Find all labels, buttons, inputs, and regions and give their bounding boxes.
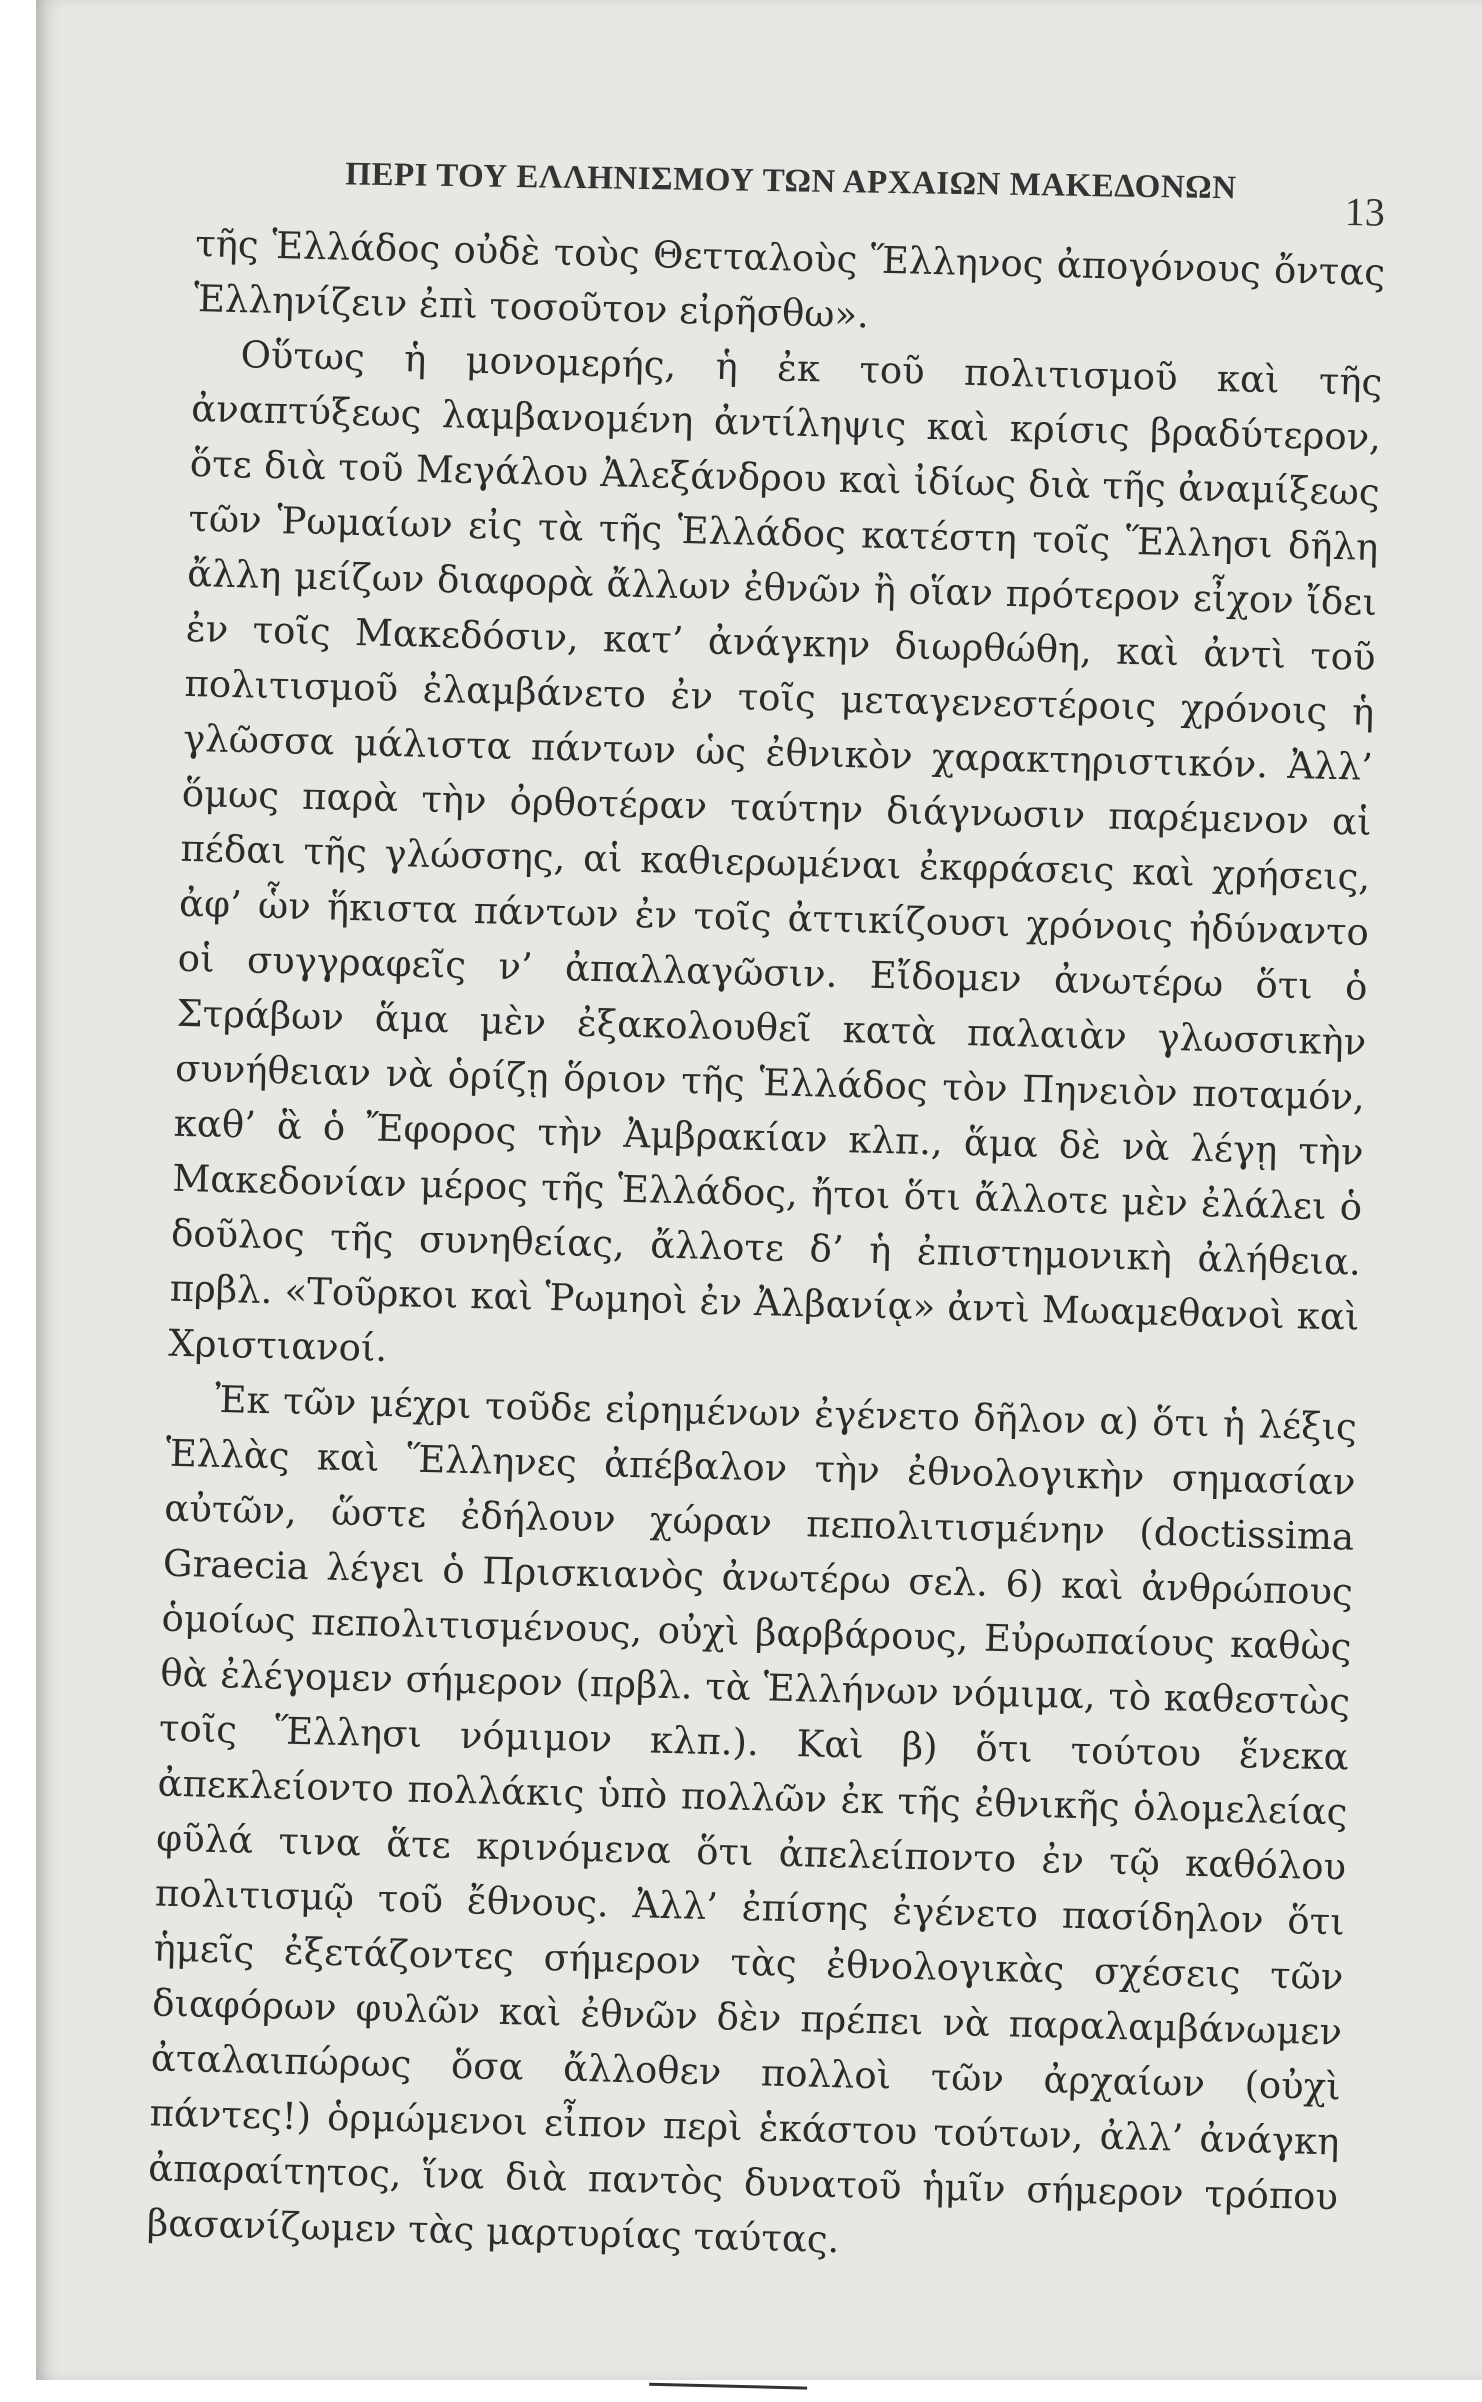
paragraph-3: Ἐκ τῶν μέχρι τοῦδε εἰρημένων ἐγένετο δῆλον α) ὅτι ἡ λέξις Ἑλλὰς καὶ Ἕλληνες ἀπέβαλον τὴν ἐθνολογικὴν σημασίαν αὐτῶν, ὥστε ἐδήλουν χώραν πεπολιτισμένην (doctissima Graecia λέγει ὁ Πρισκιανὸς ἀνωτέρω σελ. 6) καὶ ἀνθρώπους ὁμοίως πεπολιτισμένους, οὐχὶ βαρβάρους, Εὐρωπαίους καθὼς θὰ ἐλέγομεν σήμερον (πρβλ. τὰ Ἑλλήνων νόμιμα, τὸ καθεστὼς τοῖς Ἕλλησι νόμιμον κλπ.). Καὶ β) ὅτι τούτου ἕνεκα ἀπεκλείοντο πολλάκις ὑπὸ πολλῶν ἐκ τῆς ἐθνικῆς ὁλομελείας φῦλά τινα ἅτε κρινόμενα ὅτι ἀπελείποντο ἐν τῷ καθόλου πολιτισμῷ τοῦ ἔθνους. Ἀλλ’ ἐπίσης ἐγένετο πασίδηλον ὅτι ἡμεῖς ἐξετάζοντες σήμερον τὰς ἐθνολογικὰς σχέσεις τῶν διαφόρων φυλῶν καὶ ἐθνῶν δὲν πρέπει νὰ παραλαμβάνωμεν ἀταλαιπώρως ὅσα ἄλλοθεν πολλοὶ τῶν ἀρχαίων (οὐχὶ πάντες!) ὁρμώμενοι εἶπον περὶ ἑκάστου τούτων, ἀλλ’ ἀνάγκη ἀπαραίτητος, ἵνα διὰ παντὸς δυνατοῦ ἡμῖν σήμερον τρόπου βασανίζωμεν τὰς μαρτυρίας ταύτας. (146, 1377, 1358, 2262)
paragraph-2: Οὕτως ἡ μονομερής, ἡ ἐκ τοῦ πολιτισμοῦ καὶ τῆς ἀναπτύξεως λαμβανομένη ἀντίληψις καὶ κρίσις βραδύτερον, ὅτε διὰ τοῦ Μεγάλου Ἀλεξάνδρου καὶ ἰδίως διὰ τῆς ἀναμίξεως τῶν Ῥωμαίων εἰς τὰ τῆς Ἑλλάδος κατέστη τοῖς Ἕλλησι δῆλη ἄλλη μείζων διαφορὰ ἄλλων ἐθνῶν ἢ οἵαν πρότερον εἶχον ἴδει ἐν τοῖς Μακεδόσιν, κατ’ ἀνάγκην διωρθώθη, καὶ ἀντὶ τοῦ πολιτισμοῦ ἐλαμβάνετο ἐν τοῖς μεταγενεστέροις χρόνοις ἡ γλῶσσα μάλιστα πάντων ὡς ἐθνικὸν χαρακτηριστικόν. Ἀλλ’ ὅμως παρὰ τὴν ὀρθοτέραν ταύτην διάγνωσιν παρέμενον αἱ πέδαι τῆς γλώσσης, αἱ καθιερωμέναι ἐκφράσεις καὶ χρήσεις, ἀφ’ ὧν ἥκιστα πάντων ἐν τοῖς ἀττικίζουσι χρόνοις ἠδύναντο οἱ συγγραφεῖς ν’ ἀπαλλαγῶσιν. Εἴδομεν ἀνωτέρω ὅτι ὁ Στράβων ἅμα μὲν ἐξακολουθεῖ κατὰ παλαιὰν γλωσσικὴν συνήθειαν νὰ ὁρίζῃ ὅριον τῆς Ἑλλάδος τὸν Πηνειὸν ποταμόν, καθ’ ἃ ὁ Ἔφορος τὴν Ἀμβρακίαν κλπ., ἅμα δὲ νὰ λέγῃ τὴν Μακεδονίαν μέρος τῆς Ἑλλάδος, ἤτοι ὅτι ἄλλοτε μὲν ἐλάλει ὁ δοῦλος τῆς συνηθείας, ἄλλοτε δ’ ἡ ἐπιστημονικὴ ἀλήθεια. πρβλ. «Τοῦρκοι καὶ Ῥωμηοὶ ἐν Ἀλβανίᾳ» ἀντὶ Μωαμεθανοὶ καὶ Χριστιανοί. (167, 333, 1383, 1371)
paragraph-1: τῆς Ἑλλάδος οὐδὲ τοὺς Θετταλοὺς Ἕλληνος ἀπογόνους ὄντας Ἑλληνίζειν ἐπὶ τοσοῦτον εἰρῆσθω». (193, 221, 1386, 337)
page-content (146, 130, 1386, 2374)
book-page (36, 0, 1482, 2380)
running-title: ΠΕΡΙ ΤΟΥ ΕΛΛΗΝΙΣΜΟΥ ΤΩΝ ΑΡΧΑΙΩΝ ΜΑΚΕΔΟΝΩΝ (345, 156, 1237, 207)
page-number: 13 (1344, 189, 1386, 235)
running-header (195, 130, 1386, 235)
body-text (143, 216, 1385, 2402)
section-end-rule (649, 2383, 807, 2390)
